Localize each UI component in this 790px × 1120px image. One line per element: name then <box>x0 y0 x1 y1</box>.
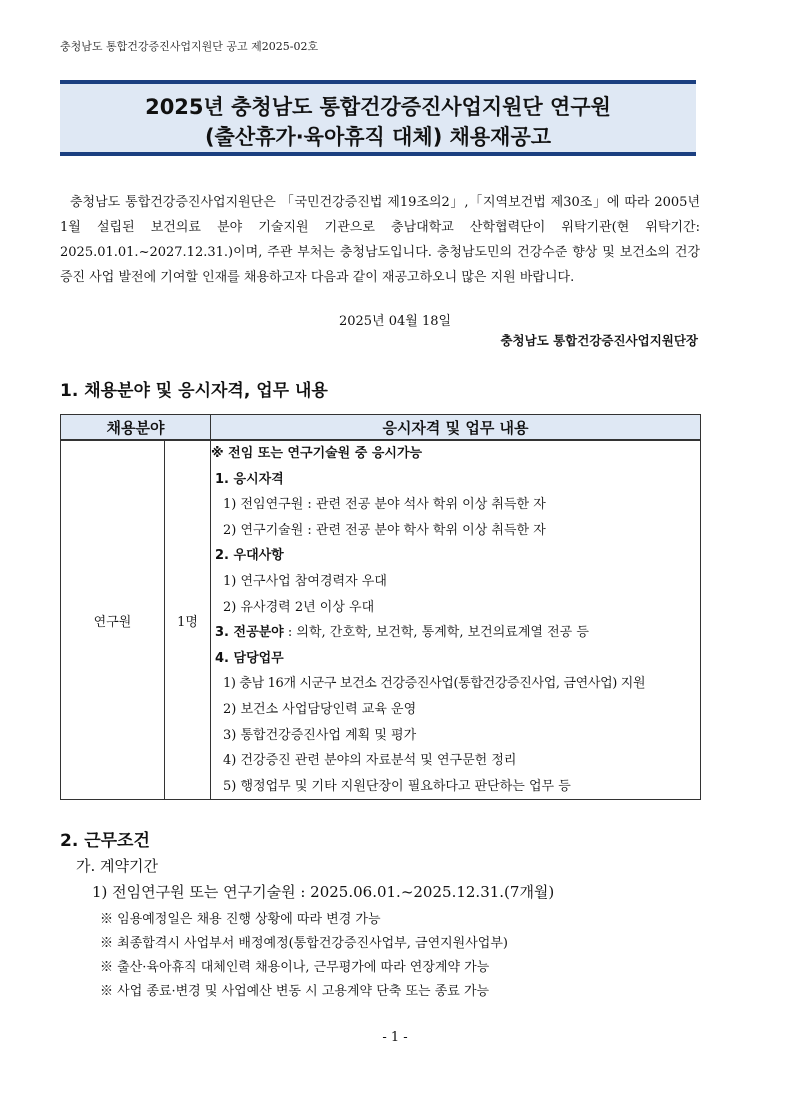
recruit-count-cell: 1명 <box>165 440 211 800</box>
recruit-field-cell: 연구원 <box>61 440 165 800</box>
list-item: 4) 건강증진 관련 분야의 자료분석 및 연구문헌 정리 <box>223 753 517 769</box>
list-item: 2) 보건소 사업담당인력 교육 운영 <box>223 701 417 717</box>
document-title-line-2: (출산휴가·육아휴직 대체) 채용재공고 <box>204 125 552 149</box>
note-item: ※ 출산·육아휴직 대체인력 채용이나, 근무평가에 따라 연장계약 가능 <box>100 960 490 975</box>
qualification-title: 1. 응시자격 <box>215 471 284 487</box>
table-row <box>61 440 701 800</box>
note-item: ※ 최종합격시 사업부서 배정예정(통합건강증진사업부, 금연지원사업부) <box>100 936 508 951</box>
document-title-line-1: 2025년 충청남도 통합건강증진사업지원단 연구원 <box>145 95 611 119</box>
table-header-row <box>61 415 701 441</box>
list-item: 3) 통합건강증진사업 계획 및 평가 <box>223 727 417 743</box>
major-field-text: : 의학, 간호학, 보건학, 통계학, 보건의료계열 전공 등 <box>283 625 589 641</box>
duties-title: 4. 담당업무 <box>215 650 284 666</box>
intro-paragraph: 충청남도 통합건강증진사업지원단은 「국민건강증진법 제19조의2」,「지역보건법 제30조」에 따라 2005년 1월 설립된 보건의료 분야 기술지원 기관으로 충남대학교 산학협력단이 위탁기관(현 위탁기간: 2025.01.01.~2027.12.31.)이며, 주관 부처는 충청남도입니다. 충청남도민의 건강수준 향상 및 보건소의 건강증진 사업 발전에 기여할 인재를 채용하고자 다음과 같이 재공고하오니 많은 지원 바랍니다. <box>60 195 700 285</box>
section-2-heading: 2. 근무조건 <box>60 831 150 851</box>
list-item: 2) 연구기술원 : 관련 전공 분야 학사 학위 이상 취득한 자 <box>223 522 546 538</box>
list-item: 5) 행정업무 및 기타 지원단장이 필요하다고 판단하는 업무 등 <box>223 778 571 794</box>
contract-period-heading: 가. 계약기간 <box>76 857 158 875</box>
notice-reference-number: 충청남도 통합건강증진사업지원단 공고 제2025-02호 <box>60 40 319 53</box>
eligibility-note: ※ 전임 또는 연구기술원 중 응시가능 <box>211 446 423 461</box>
note-item: ※ 임용예정일은 채용 진행 상황에 따라 변경 가능 <box>100 912 381 927</box>
list-item: 1) 전임연구원 : 관련 전공 분야 석사 학위 이상 취득한 자 <box>223 497 546 513</box>
preference-title: 2. 우대사항 <box>215 548 284 564</box>
contract-term: 1) 전임연구원 또는 연구기술원 : 2025.06.01.~2025.12.31.(7개월) <box>92 883 555 901</box>
list-item: 1) 연구사업 참여경력자 우대 <box>223 573 387 589</box>
list-item: 2) 유사경력 2년 이상 우대 <box>223 599 375 615</box>
major-field-label: 3. 전공분야 <box>215 625 284 641</box>
header-recruit-field: 채용분야 <box>61 415 211 441</box>
major-field-row <box>211 620 700 646</box>
recruitment-table <box>60 414 701 800</box>
contract-notes <box>100 908 508 1004</box>
signer-name: 충청남도 통합건강증진사업지원단장 <box>500 333 698 348</box>
header-qualifications-duties: 응시자격 및 업무 내용 <box>211 415 701 441</box>
page-number: - 1 - <box>382 1030 408 1045</box>
qualifications-cell <box>211 440 701 800</box>
section-1-heading: 1. 채용분야 및 응시자격, 업무 내용 <box>60 381 328 401</box>
list-item: 1) 충남 16개 시군구 보건소 건강증진사업(통합건강증진사업, 금연사업) 지원 <box>223 676 646 692</box>
announcement-date: 2025년 04월 18일 <box>338 314 452 329</box>
note-item: ※ 사업 종료·변경 및 사업예산 변동 시 고용계약 단축 또는 종료 가능 <box>100 984 490 999</box>
document-title-box <box>60 80 696 156</box>
